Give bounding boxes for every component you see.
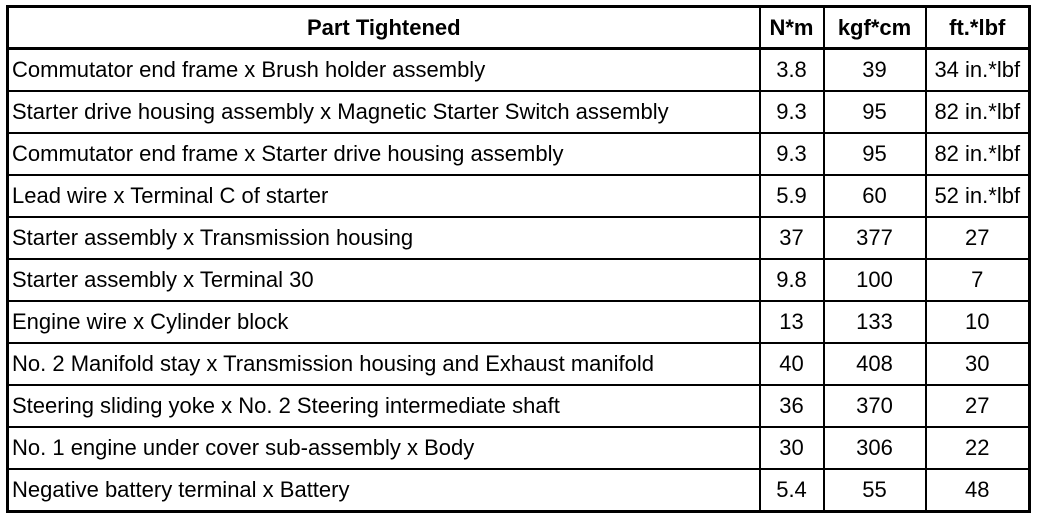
cell-kgf-cm: 60: [824, 175, 926, 217]
table-row: [8, 175, 1030, 217]
cell-part: Commutator end frame x Brush holder assembly: [8, 49, 760, 91]
header-nm: N*m: [760, 7, 824, 49]
cell-ft-lbf: 48: [926, 469, 1030, 511]
cell-nm: 30: [760, 427, 824, 469]
table-row: [8, 133, 1030, 175]
table-row: [8, 259, 1030, 301]
cell-nm: 9.3: [760, 91, 824, 133]
cell-ft-lbf: 30: [926, 343, 1030, 385]
cell-nm: 37: [760, 217, 824, 259]
cell-part: Commutator end frame x Starter drive housing assembly: [8, 133, 760, 175]
cell-nm: 9.8: [760, 259, 824, 301]
cell-nm: 5.4: [760, 469, 824, 511]
cell-kgf-cm: 133: [824, 301, 926, 343]
cell-part: Negative battery terminal x Battery: [8, 469, 760, 511]
cell-kgf-cm: 408: [824, 343, 926, 385]
cell-ft-lbf: 10: [926, 301, 1030, 343]
cell-nm: 5.9: [760, 175, 824, 217]
cell-part: Starter assembly x Transmission housing: [8, 217, 760, 259]
cell-kgf-cm: 95: [824, 133, 926, 175]
cell-nm: 3.8: [760, 49, 824, 91]
table-row: [8, 427, 1030, 469]
cell-kgf-cm: 306: [824, 427, 926, 469]
cell-part: Steering sliding yoke x No. 2 Steering intermediate shaft: [8, 385, 760, 427]
cell-kgf-cm: 100: [824, 259, 926, 301]
table-row: [8, 385, 1030, 427]
cell-ft-lbf: 7: [926, 259, 1030, 301]
table-row: [8, 301, 1030, 343]
cell-kgf-cm: 95: [824, 91, 926, 133]
cell-ft-lbf: 82 in.*lbf: [926, 91, 1030, 133]
cell-ft-lbf: 34 in.*lbf: [926, 49, 1030, 91]
header-ft-lbf: ft.*lbf: [926, 7, 1030, 49]
cell-part: Lead wire x Terminal C of starter: [8, 175, 760, 217]
cell-part: Starter drive housing assembly x Magnetic Starter Switch assembly: [8, 91, 760, 133]
cell-kgf-cm: 370: [824, 385, 926, 427]
torque-spec-table: [6, 5, 1031, 513]
cell-kgf-cm: 377: [824, 217, 926, 259]
cell-part: No. 1 engine under cover sub-assembly x Body: [8, 427, 760, 469]
table-header-row: [8, 7, 1030, 49]
table-row: [8, 343, 1030, 385]
cell-ft-lbf: 22: [926, 427, 1030, 469]
cell-nm: 40: [760, 343, 824, 385]
cell-part: Starter assembly x Terminal 30: [8, 259, 760, 301]
table-row: [8, 91, 1030, 133]
cell-part: Engine wire x Cylinder block: [8, 301, 760, 343]
cell-nm: 13: [760, 301, 824, 343]
header-kgf-cm: kgf*cm: [824, 7, 926, 49]
cell-ft-lbf: 52 in.*lbf: [926, 175, 1030, 217]
header-part-tightened: Part Tightened: [8, 7, 760, 49]
cell-kgf-cm: 39: [824, 49, 926, 91]
table-row: [8, 217, 1030, 259]
cell-kgf-cm: 55: [824, 469, 926, 511]
cell-ft-lbf: 27: [926, 217, 1030, 259]
cell-part: No. 2 Manifold stay x Transmission housing and Exhaust manifold: [8, 343, 760, 385]
cell-ft-lbf: 82 in.*lbf: [926, 133, 1030, 175]
cell-ft-lbf: 27: [926, 385, 1030, 427]
cell-nm: 9.3: [760, 133, 824, 175]
table-row: [8, 469, 1030, 511]
cell-nm: 36: [760, 385, 824, 427]
table-row: [8, 49, 1030, 91]
